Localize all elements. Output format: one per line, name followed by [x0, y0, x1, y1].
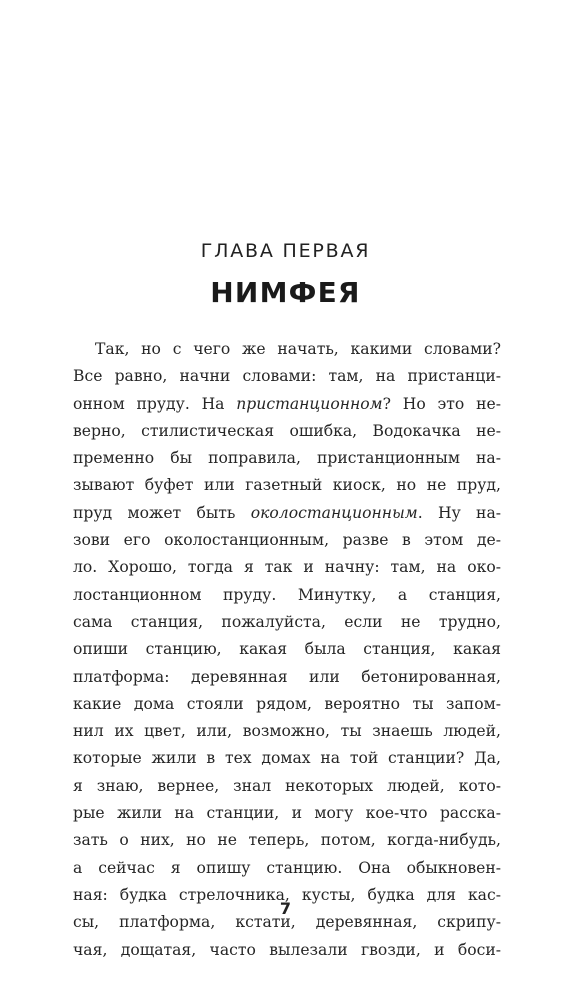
text-line: Все равно, начни словами: там, на пристанци- [73, 367, 501, 386]
text-line: а сейчас я опишу станцию. Она обыкновен- [73, 858, 501, 877]
text-line [73, 391, 501, 418]
chapter-body [73, 336, 501, 964]
chapter-label: ГЛАВА ПЕРВАЯ [200, 240, 371, 262]
text-segment: . Ну на- [417, 503, 502, 522]
text-line: Так, но с чего же начать, какими словами? [95, 340, 501, 358]
italic-word: околостанционным [250, 503, 418, 522]
text-line: пременно бы поправила, пристанционным на- [73, 449, 501, 468]
text-line: зать о них, но не теперь, потом, когда-нибудь, [73, 831, 501, 850]
italic-word: пристанционном [236, 394, 383, 413]
text-line: зови его околостанционным, разве в этом де- [73, 531, 501, 550]
text-line: зывают буфет или газетный киоск, но не пруд, [73, 476, 501, 495]
text-line: верно, стилистическая ошибка, Водокачка не- [73, 421, 501, 440]
text-segment: онном пруду. На [73, 394, 237, 413]
text-segment: ? Но это не- [382, 394, 501, 413]
text-line: которые жили в тех домах на той станции? Да, [73, 749, 501, 768]
text-line: какие дома стояли рядом, вероятно ты запом- [73, 694, 501, 713]
text-line: лостанционном пруду. Минутку, а станция, [73, 585, 501, 604]
page-number: 7 [279, 899, 292, 918]
text-line: опиши станцию, какая была станция, какая [73, 640, 501, 659]
text-line: платформа: деревянная или бетонированная, [73, 667, 501, 686]
text-line [73, 500, 501, 527]
text-line: рые жили на станции, и могу кое-что расска- [73, 804, 501, 823]
text-line: сама станция, пожалуйста, если не трудно, [73, 612, 501, 631]
chapter-title: НИМФЕЯ [210, 276, 361, 309]
text-line: сы, платформа, кстати, деревянная, скрипу- [73, 913, 501, 932]
text-line: ло. Хорошо, тогда я так и начну: там, на око- [73, 558, 501, 577]
text-line: я знаю, вернее, знал некоторых людей, кото- [73, 776, 501, 795]
text-line: нил их цвет, или, возможно, ты знаешь людей, [73, 722, 501, 741]
text-line: ная: будка стрелочника, кусты, будка для кас- [73, 885, 501, 904]
text-segment: пруд может быть [73, 503, 251, 522]
text-line: чая, дощатая, часто вылезали гвозди, и боси- [73, 940, 501, 959]
